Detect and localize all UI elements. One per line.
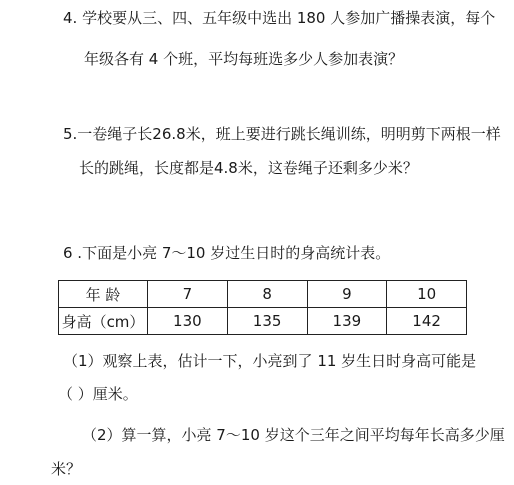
age-cell: 10 — [387, 281, 467, 308]
age-cell: 8 — [227, 281, 307, 308]
question-6-intro: 6 .下面是小亮 7～10 岁过生日时的身高统计表。 — [63, 244, 391, 262]
question-6-part-2-line-1: （2）算一算，小亮 7～10 岁这个三年之间平均每年长高多少厘 — [82, 426, 505, 444]
question-6-part-1-answer-blank: （ ）厘米。 — [58, 385, 138, 403]
height-cell: 142 — [387, 308, 467, 335]
question-5-line-1: 5.一卷绳子长26.8米，班上要进行跳长绳训练，明明剪下两根一样 — [63, 125, 501, 143]
height-statistics-table — [58, 280, 467, 335]
question-5-line-2: 长的跳绳，长度都是4.8米，这卷绳子还剩多少米？ — [79, 159, 418, 177]
question-6-part-1-line-1: （1）观察上表，估计一下，小亮到了 11 岁生日时身高可能是 — [63, 352, 477, 370]
question-6-part-2-line-2: 米？ — [51, 460, 82, 478]
table-row-height — [59, 308, 467, 335]
age-cell: 9 — [307, 281, 387, 308]
age-header-cell: 年 龄 — [59, 281, 148, 308]
height-cell: 130 — [148, 308, 228, 335]
height-cell: 135 — [227, 308, 307, 335]
height-header-cell: 身高（cm） — [59, 308, 148, 335]
height-cell: 139 — [307, 308, 387, 335]
table-row-age — [59, 281, 467, 308]
question-4-line-1: 4. 学校要从三、四、五年级中选出 180 人参加广播操表演，每个 — [63, 9, 496, 27]
age-cell: 7 — [148, 281, 228, 308]
question-4-line-2: 年级各有 4 个班，平均每班选多少人参加表演？ — [84, 50, 404, 68]
